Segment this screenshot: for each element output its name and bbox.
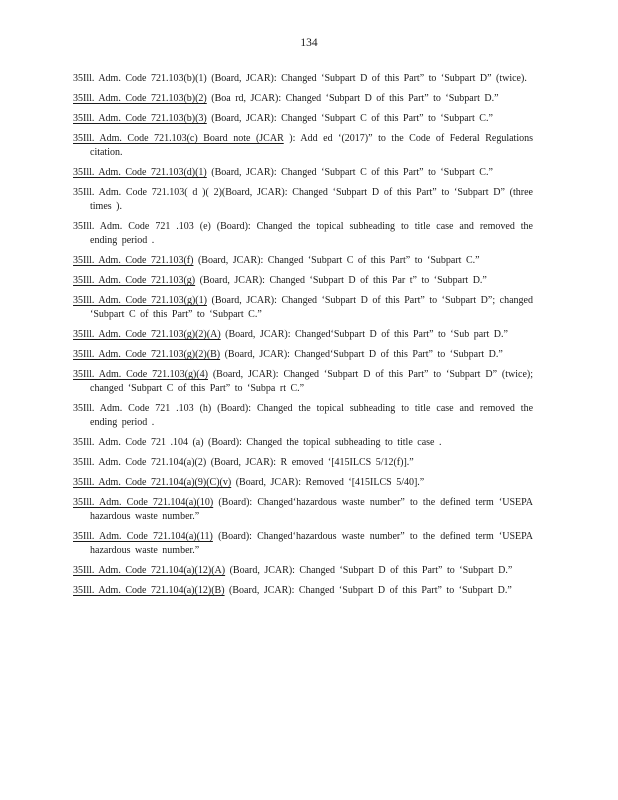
code-citation: 35Ill. Adm. Code 721.103(b)(3) [73, 113, 207, 124]
amendment-description: (Board, JCAR): Changed‘Subpart D of this Part” to ‘Subpart D.” [220, 349, 503, 360]
amendment-entry [73, 112, 533, 126]
amendment-entry [73, 348, 533, 362]
amendment-entry [73, 368, 533, 396]
amendment-entry [73, 132, 533, 160]
code-citation: 35Ill. Adm. Code 721 .103 (h) (Board): [73, 403, 252, 414]
code-citation: 35Ill. Adm. Code 721.104(a)(10) [73, 497, 214, 508]
amendment-entry [73, 220, 533, 248]
amendment-description: (Board, JCAR): Changed ‘Subpart D of this Par t” to ‘Subpart D.” [195, 275, 487, 286]
code-citation: 35Ill. Adm. Code 721.104(a)(9)(C)(v) [73, 477, 232, 488]
amendment-entry [73, 92, 533, 106]
amendment-description: (Board, JCAR): Changed‘Subpart D of this Part” to ‘Sub part D.” [220, 329, 508, 340]
code-citation: 35Ill. Adm. Code 721.103( d )( 2) [73, 187, 222, 198]
amendment-description: (Board, JCAR): Changed ‘Subpart D of this Part” to ‘Subpart D.” [225, 565, 513, 576]
amendment-description: (Board, JCAR): R emoved ‘[415ILCS 5/12(f)].” [206, 457, 414, 468]
code-citation: 35Ill. Adm. Code 721.103(b)(2) [73, 93, 207, 104]
amendment-description: (Board): Changed‘hazardous waste number” to the defined term ‘USEPA hazardous waste number.” [90, 497, 534, 522]
amendment-description: Changed the topical subheading to title case . [241, 437, 442, 448]
code-citation: 35Ill. Adm. Code 721 .103 (e) (Board): [73, 221, 251, 232]
amendment-description: (Board, JCAR): Changed ‘Subpart C of this Part” to ‘Subpart C.” [206, 113, 493, 124]
code-citation: 35Ill. Adm. Code 721.103(g)(2)(A) [73, 329, 221, 340]
amendment-description: Changed the topical subheading to title case and removed the ending period . [90, 403, 534, 428]
amendment-entry [73, 402, 533, 430]
amendment-description: (Board, JCAR): Changed ‘Subpart C of this Part” to ‘Subpart C.” [193, 255, 480, 266]
amendment-description: (Boa rd, JCAR): Changed ‘Subpart D of this Part” to ‘Subpart D.” [206, 93, 499, 104]
amendment-description: (Board, JCAR): Changed ‘Subpart D of this Part” to ‘Subpart D” (twice); changed ‘Subpart C of this Part” to ‘Subpa rt C.” [90, 369, 533, 394]
amendment-entry [73, 584, 533, 598]
code-citation: 35Ill. Adm. Code 721.104(a)(2) [73, 457, 207, 468]
amendment-description: ): Add ed ‘(2017)” to the Code of Federal Regulations citation. [90, 133, 533, 158]
code-citation: 35Ill. Adm. Code 721.104(a)(11) [73, 531, 213, 542]
code-citation: 35Ill. Adm. Code 721.103(d)(1) [73, 167, 207, 178]
amendment-description: (Board, JCAR): Changed ‘Subpart D of this Part” to ‘Subpart D” (three times ). [90, 187, 533, 212]
amendment-entry [73, 254, 533, 268]
code-citation: 35Ill. Adm. Code 721.104(a)(12)(A) [73, 565, 226, 576]
code-citation: 35Ill. Adm. Code 721 .104 (a) (Board): [73, 437, 242, 448]
amendment-entry [73, 496, 533, 524]
code-citation: 35Ill. Adm. Code 721.103(g) [73, 275, 196, 286]
amendment-entry [73, 456, 533, 470]
amendment-entry [73, 274, 533, 288]
amendment-entry [73, 186, 533, 214]
amendment-description: (Board, JCAR): Removed ‘[415ILCS 5/40].” [231, 477, 425, 488]
amendment-description: (Board, JCAR): Changed ‘Subpart D of this Part” to ‘Subpart D” (twice). [206, 73, 527, 84]
amendment-entry [73, 328, 533, 342]
amendment-description: (Board): Changed‘hazardous waste number” to the defined term ‘USEPA hazardous waste number.” [90, 531, 533, 556]
amendment-entry [73, 294, 533, 322]
amendment-description: (Board, JCAR): Changed ‘Subpart C of this Part” to ‘Subpart C.” [206, 167, 493, 178]
amendment-entry [73, 530, 533, 558]
amendment-description: (Board, JCAR): Changed ‘Subpart D of this Part” to ‘Subpart D.” [224, 585, 512, 596]
code-citation: 35Ill. Adm. Code 721.103(g)(1) [73, 295, 207, 306]
code-citation: 35Ill. Adm. Code 721.103(g)(2)(B) [73, 349, 221, 360]
code-citation: 35Ill. Adm. Code 721.104(a)(12)(B) [73, 585, 225, 596]
amendment-entry [73, 72, 533, 86]
amendment-entry [73, 166, 533, 180]
amendment-entry [73, 436, 533, 450]
amendment-entry [73, 564, 533, 578]
amendment-description: Changed the topical subheading to title case and removed the ending period . [90, 221, 533, 246]
amendment-description: (Board, JCAR): Changed ‘Subpart D of this Part” to ‘Subpart D”; changed ‘Subpart C of this Part” to ‘Subpart C.” [90, 295, 533, 320]
code-citation: 35Ill. Adm. Code 721.103(f) [73, 255, 194, 266]
page-number: 134 [300, 37, 318, 49]
code-citation: 35Ill. Adm. Code 721.103(c) Board note (JCAR [73, 133, 284, 144]
amendment-list [73, 72, 533, 604]
code-citation: 35Ill. Adm. Code 721.103(g)(4) [73, 369, 208, 380]
code-citation: 35Ill. Adm. Code 721.103(b)(1) [73, 73, 207, 84]
amendment-entry [73, 476, 533, 490]
